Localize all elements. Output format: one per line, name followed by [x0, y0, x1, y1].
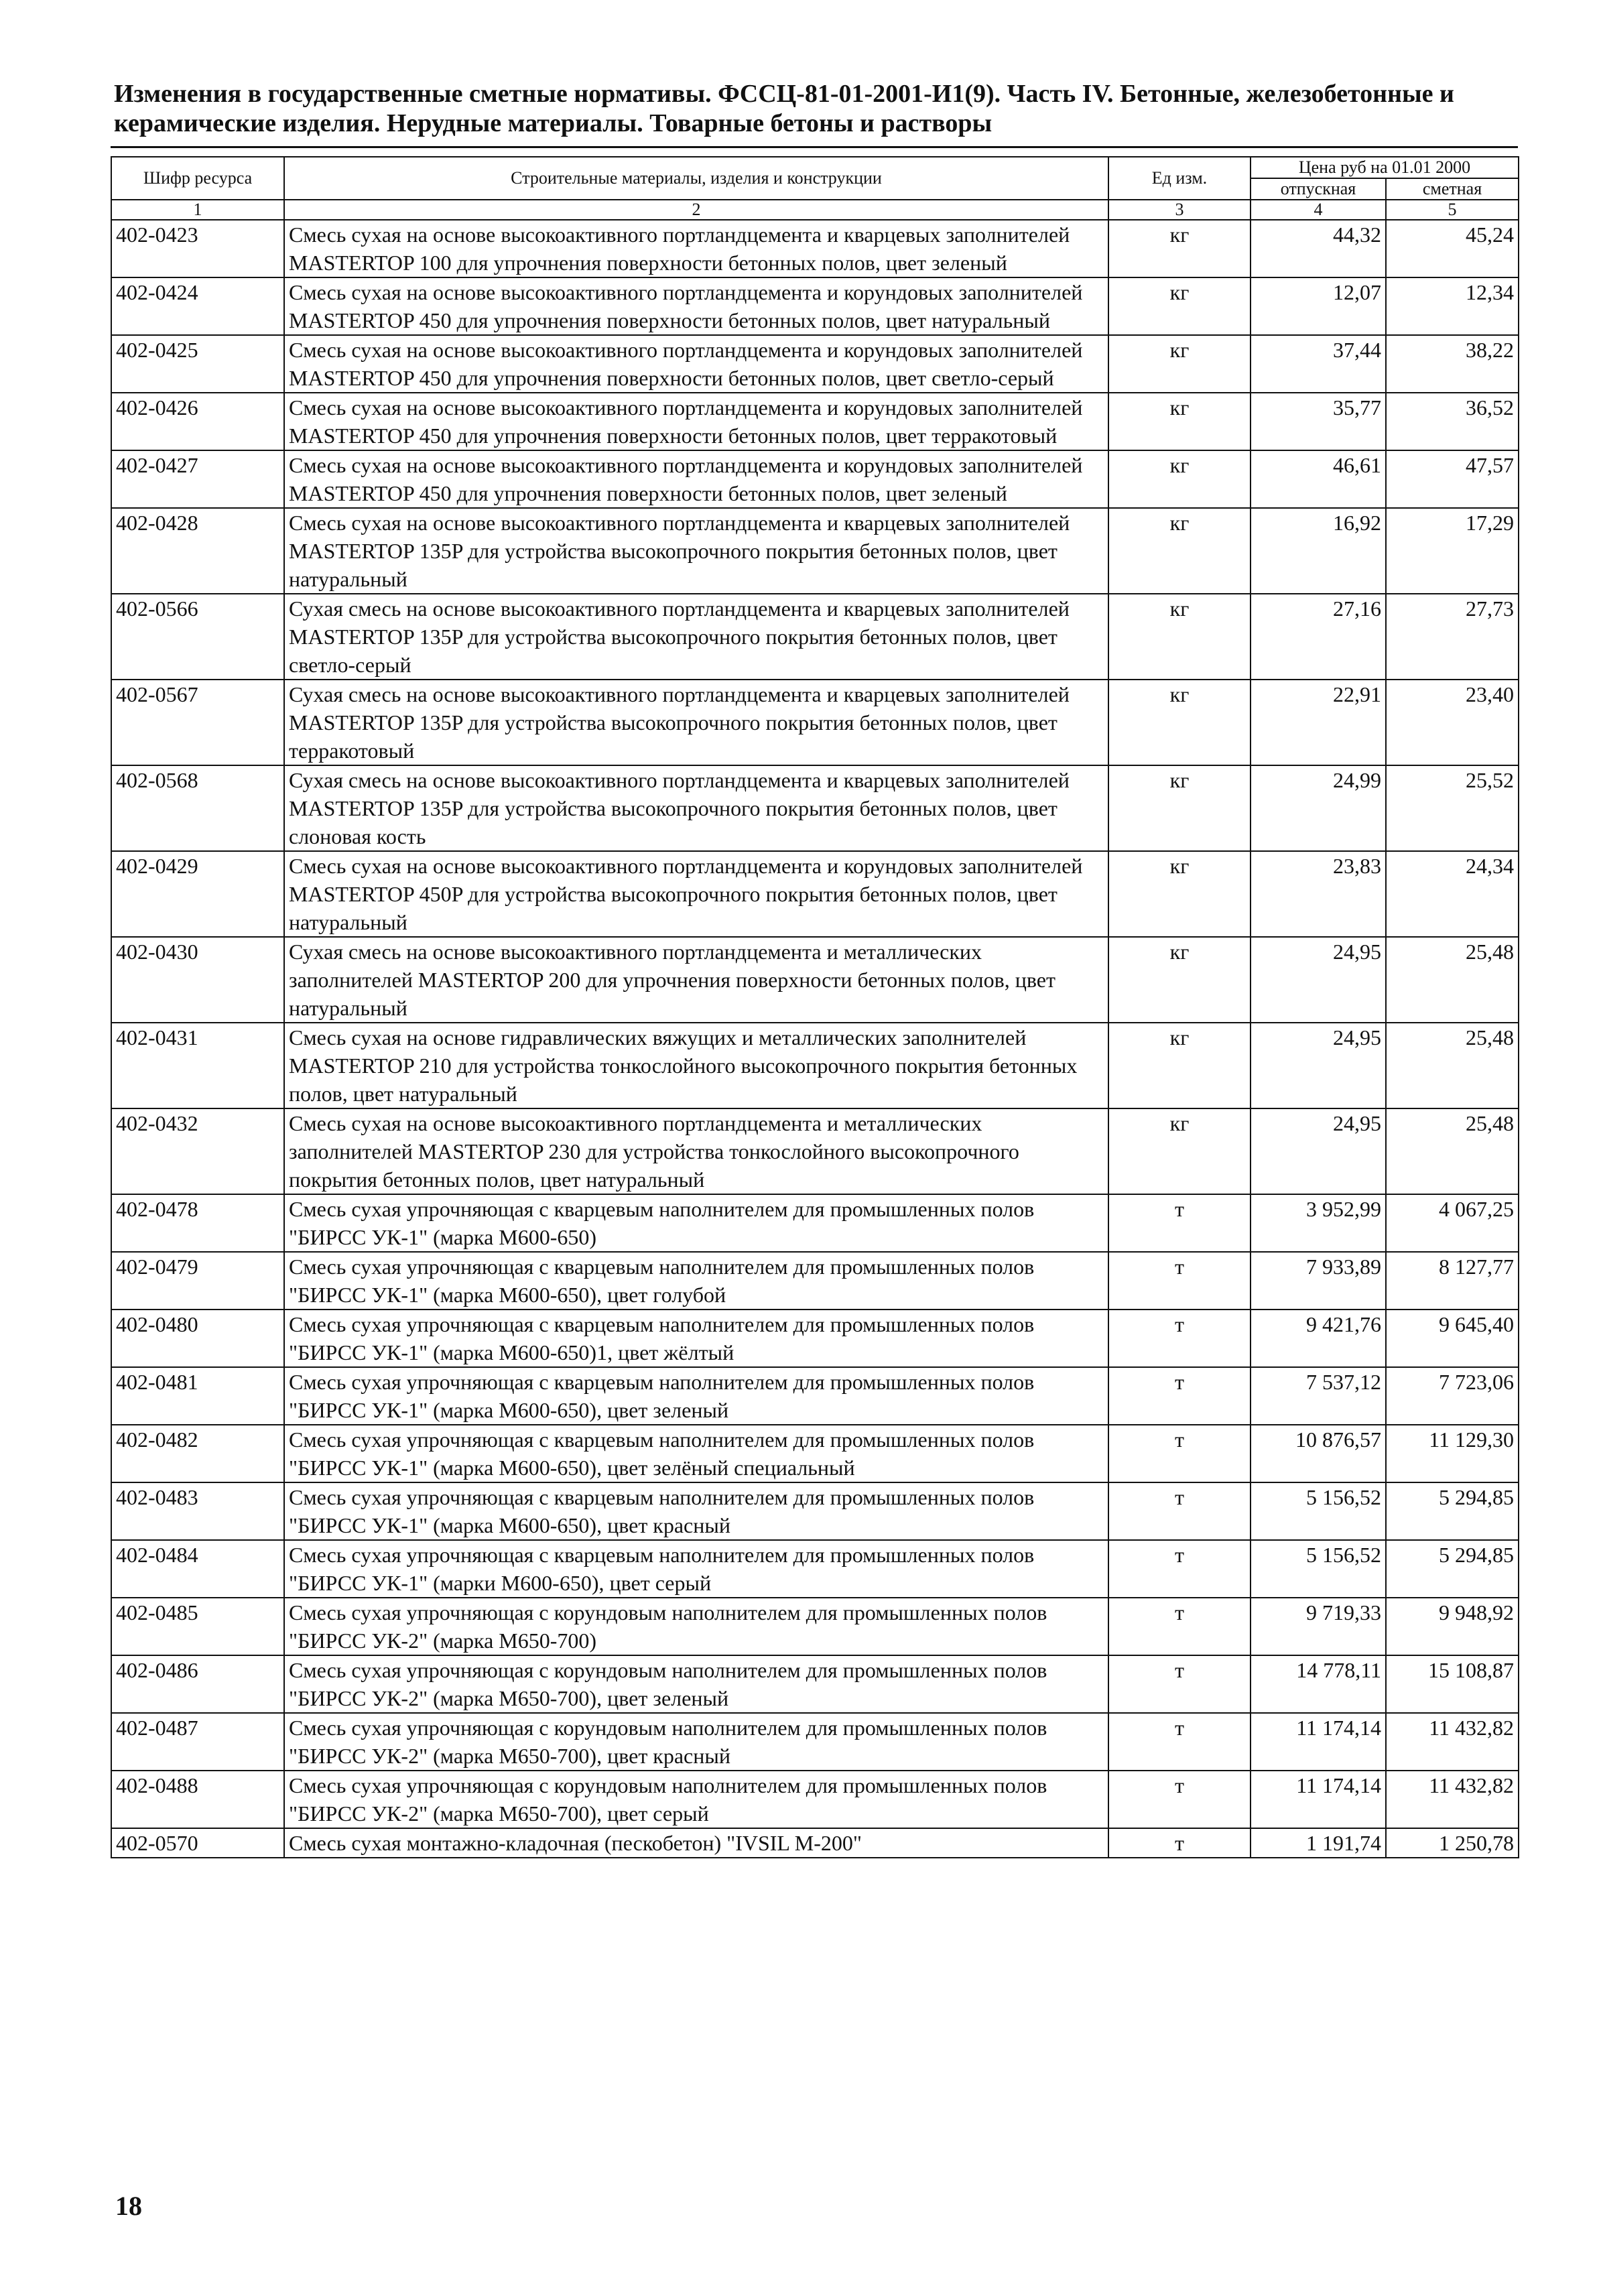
release-price: 24,95 — [1251, 1023, 1386, 1108]
material-description: Смесь сухая упрочняющая с кварцевым наполнителем для промышленных полов "БИРСС УК-1" (марка М600-650), цвет красный — [284, 1482, 1108, 1540]
resource-code: 402-0431 — [111, 1023, 284, 1108]
release-price: 12,07 — [1251, 277, 1386, 335]
table-row — [111, 393, 1519, 450]
estimate-price: 25,52 — [1386, 765, 1519, 851]
material-description: Смесь сухая на основе высокоактивного портландцемента и корундовых заполнителей MASTERTOP 450 для упрочнения поверхности бетонных полов, цвет натуральный — [284, 277, 1108, 335]
table-row — [111, 1194, 1519, 1252]
material-description: Смесь сухая упрочняющая с кварцевым наполнителем для промышленных полов "БИРСС УК-1" (марка М600-650), цвет голубой — [284, 1252, 1108, 1310]
resource-code: 402-0428 — [111, 508, 284, 594]
release-price: 5 156,52 — [1251, 1482, 1386, 1540]
material-description: Смесь сухая упрочняющая с кварцевым наполнителем для промышленных полов "БИРСС УК-1" (марка М600-650), цвет зелёный специальный — [284, 1425, 1108, 1482]
unit-of-measure: кг — [1108, 393, 1251, 450]
unit-of-measure: т — [1108, 1367, 1251, 1425]
material-description: Смесь сухая на основе высокоактивного портландцемента и кварцевых заполнителей MASTERTOP 135P для устройства высокопрочного покрытия бетонных полов, цвет натуральный — [284, 508, 1108, 594]
resource-code: 402-0486 — [111, 1655, 284, 1713]
unit-of-measure: т — [1108, 1482, 1251, 1540]
resource-code: 402-0430 — [111, 937, 284, 1023]
material-description: Смесь сухая упрочняющая с кварцевым наполнителем для промышленных полов "БИРСС УК-1" (марка М600-650) — [284, 1194, 1108, 1252]
resource-code: 402-0568 — [111, 765, 284, 851]
header-price-release: отпускная — [1251, 178, 1386, 200]
estimate-price: 11 432,82 — [1386, 1771, 1519, 1828]
resource-code: 402-0427 — [111, 450, 284, 508]
material-description: Смесь сухая на основе высокоактивного портландцемента и корундовых заполнителей MASTERTOP 450P для устройства высокопрочного покрытия бетонных полов, цвет натуральный — [284, 851, 1108, 937]
release-price: 24,99 — [1251, 765, 1386, 851]
resource-code: 402-0480 — [111, 1310, 284, 1367]
header-description: Строительные материалы, изделия и конструкции — [284, 157, 1108, 200]
unit-of-measure: т — [1108, 1425, 1251, 1482]
material-description: Смесь сухая на основе высокоактивного портландцемента и корундовых заполнителей MASTERTOP 450 для упрочнения поверхности бетонных полов, цвет терракотовый — [284, 393, 1108, 450]
estimate-price: 9 645,40 — [1386, 1310, 1519, 1367]
column-number: 2 — [284, 200, 1108, 220]
table-row — [111, 1598, 1519, 1655]
header-price-estimate: сметная — [1386, 178, 1519, 200]
release-price: 14 778,11 — [1251, 1655, 1386, 1713]
unit-of-measure: кг — [1108, 937, 1251, 1023]
unit-of-measure: т — [1108, 1655, 1251, 1713]
release-price: 1 191,74 — [1251, 1828, 1386, 1858]
estimate-price: 38,22 — [1386, 335, 1519, 393]
material-description: Смесь сухая на основе высокоактивного портландцемента и кварцевых заполнителей MASTERTOP 100 для упрочнения поверхности бетонных полов, цвет зеленый — [284, 220, 1108, 277]
table-row — [111, 765, 1519, 851]
table-row — [111, 1482, 1519, 1540]
estimate-price: 7 723,06 — [1386, 1367, 1519, 1425]
material-description: Смесь сухая упрочняющая с корундовым наполнителем для промышленных полов "БИРСС УК-2" (марка М650-700) — [284, 1598, 1108, 1655]
estimate-price: 36,52 — [1386, 393, 1519, 450]
estimate-price: 8 127,77 — [1386, 1252, 1519, 1310]
table-row — [111, 1367, 1519, 1425]
resource-code: 402-0487 — [111, 1713, 284, 1771]
table-row — [111, 450, 1519, 508]
table-row — [111, 1540, 1519, 1598]
release-price: 46,61 — [1251, 450, 1386, 508]
estimate-price: 24,34 — [1386, 851, 1519, 937]
unit-of-measure: кг — [1108, 220, 1251, 277]
release-price: 22,91 — [1251, 680, 1386, 765]
table-row — [111, 594, 1519, 680]
estimate-price: 4 067,25 — [1386, 1194, 1519, 1252]
unit-of-measure: кг — [1108, 277, 1251, 335]
estimate-price: 23,40 — [1386, 680, 1519, 765]
unit-of-measure: кг — [1108, 851, 1251, 937]
column-number: 3 — [1108, 200, 1251, 220]
material-description: Сухая смесь на основе высокоактивного портландцемента и кварцевых заполнителей MASTERTOP 135P для устройства высокопрочного покрытия бетонных полов, цвет светло-серый — [284, 594, 1108, 680]
release-price: 11 174,14 — [1251, 1771, 1386, 1828]
material-description: Смесь сухая на основе высокоактивного портландцемента и металлических заполнителей MASTERTOP 230 для устройства тонкослойного высокопрочного покрытия бетонных полов, цвет натуральный — [284, 1108, 1108, 1194]
unit-of-measure: кг — [1108, 1108, 1251, 1194]
unit-of-measure: т — [1108, 1252, 1251, 1310]
release-price: 11 174,14 — [1251, 1713, 1386, 1771]
table-row — [111, 1108, 1519, 1194]
header-price-group: Цена руб на 01.01 2000 — [1251, 157, 1519, 178]
table-row — [111, 1023, 1519, 1108]
resource-code: 402-0488 — [111, 1771, 284, 1828]
release-price: 23,83 — [1251, 851, 1386, 937]
release-price: 44,32 — [1251, 220, 1386, 277]
material-description: Смесь сухая на основе высокоактивного портландцемента и корундовых заполнителей MASTERTOP 450 для упрочнения поверхности бетонных полов, цвет светло-серый — [284, 335, 1108, 393]
table-row — [111, 680, 1519, 765]
estimate-price: 25,48 — [1386, 937, 1519, 1023]
release-price: 37,44 — [1251, 335, 1386, 393]
estimate-price: 47,57 — [1386, 450, 1519, 508]
release-price: 10 876,57 — [1251, 1425, 1386, 1482]
unit-of-measure: кг — [1108, 508, 1251, 594]
resource-code: 402-0485 — [111, 1598, 284, 1655]
unit-of-measure: т — [1108, 1598, 1251, 1655]
resource-code: 402-0566 — [111, 594, 284, 680]
unit-of-measure: кг — [1108, 594, 1251, 680]
estimate-price: 25,48 — [1386, 1108, 1519, 1194]
table-body — [111, 220, 1519, 1858]
release-price: 9 719,33 — [1251, 1598, 1386, 1655]
material-description: Смесь сухая на основе высокоактивного портландцемента и корундовых заполнителей MASTERTOP 450 для упрочнения поверхности бетонных полов, цвет зеленый — [284, 450, 1108, 508]
table-row — [111, 1252, 1519, 1310]
unit-of-measure: т — [1108, 1540, 1251, 1598]
table-row — [111, 1425, 1519, 1482]
table-row — [111, 220, 1519, 277]
estimate-price: 27,73 — [1386, 594, 1519, 680]
material-description: Смесь сухая на основе гидравлических вяжущих и металлических заполнителей MASTERTOP 210 для устройства тонкослойного высокопрочного покрытия бетонных полов, цвет натуральный — [284, 1023, 1108, 1108]
estimate-price: 45,24 — [1386, 220, 1519, 277]
resource-code: 402-0567 — [111, 680, 284, 765]
price-table — [111, 156, 1519, 1858]
table-row — [111, 1310, 1519, 1367]
table-row — [111, 277, 1519, 335]
unit-of-measure: т — [1108, 1828, 1251, 1858]
material-description: Сухая смесь на основе высокоактивного портландцемента и металлических заполнителей MASTERTOP 200 для упрочнения поверхности бетонных полов, цвет натуральный — [284, 937, 1108, 1023]
header-divider — [111, 146, 1518, 148]
page-title: Изменения в государственные сметные нормативы. ФССЦ-81-01-2001-И1(9). Часть IV. Бетонные, железобетонные и керамические изделия. Нерудные материалы. Товарные бетоны и растворы — [114, 80, 1454, 137]
resource-code: 402-0481 — [111, 1367, 284, 1425]
estimate-price: 17,29 — [1386, 508, 1519, 594]
resource-code: 402-0482 — [111, 1425, 284, 1482]
material-description: Смесь сухая монтажно-кладочная (пескобетон) "IVSIL M-200" — [284, 1828, 1108, 1858]
unit-of-measure: т — [1108, 1194, 1251, 1252]
resource-code: 402-0484 — [111, 1540, 284, 1598]
table-row — [111, 851, 1519, 937]
release-price: 3 952,99 — [1251, 1194, 1386, 1252]
header-code: Шифр ресурса — [111, 157, 284, 200]
material-description: Смесь сухая упрочняющая с кварцевым наполнителем для промышленных полов "БИРСС УК-1" (марка М600-650)1, цвет жёлтый — [284, 1310, 1108, 1367]
unit-of-measure: т — [1108, 1771, 1251, 1828]
table-row — [111, 1771, 1519, 1828]
unit-of-measure: т — [1108, 1310, 1251, 1367]
material-description: Смесь сухая упрочняющая с кварцевым наполнителем для промышленных полов "БИРСС УК-1" (марки М600-650), цвет серый — [284, 1540, 1108, 1598]
material-description: Смесь сухая упрочняющая с корундовым наполнителем для промышленных полов "БИРСС УК-2" (марка М650-700), цвет серый — [284, 1771, 1108, 1828]
release-price: 5 156,52 — [1251, 1540, 1386, 1598]
material-description: Смесь сухая упрочняющая с корундовым наполнителем для промышленных полов "БИРСС УК-2" (марка М650-700), цвет красный — [284, 1713, 1108, 1771]
material-description: Сухая смесь на основе высокоактивного портландцемента и кварцевых заполнителей MASTERTOP 135P для устройства высокопрочного покрытия бетонных полов, цвет слоновая кость — [284, 765, 1108, 851]
unit-of-measure: кг — [1108, 765, 1251, 851]
estimate-price: 9 948,92 — [1386, 1598, 1519, 1655]
resource-code: 402-0425 — [111, 335, 284, 393]
column-number-row — [111, 200, 1519, 220]
column-number: 4 — [1251, 200, 1386, 220]
column-number: 1 — [111, 200, 284, 220]
header-unit: Ед изм. — [1108, 157, 1251, 200]
release-price: 35,77 — [1251, 393, 1386, 450]
resource-code: 402-0570 — [111, 1828, 284, 1858]
release-price: 7 933,89 — [1251, 1252, 1386, 1310]
resource-code: 402-0423 — [111, 220, 284, 277]
estimate-price: 25,48 — [1386, 1023, 1519, 1108]
estimate-price: 1 250,78 — [1386, 1828, 1519, 1858]
resource-code: 402-0478 — [111, 1194, 284, 1252]
unit-of-measure: кг — [1108, 680, 1251, 765]
release-price: 27,16 — [1251, 594, 1386, 680]
release-price: 7 537,12 — [1251, 1367, 1386, 1425]
material-description: Смесь сухая упрочняющая с корундовым наполнителем для промышленных полов "БИРСС УК-2" (марка М650-700), цвет зеленый — [284, 1655, 1108, 1713]
material-description: Сухая смесь на основе высокоактивного портландцемента и кварцевых заполнителей MASTERTOP 135P для устройства высокопрочного покрытия бетонных полов, цвет терракотовый — [284, 680, 1108, 765]
unit-of-measure: кг — [1108, 335, 1251, 393]
table-row — [111, 1655, 1519, 1713]
release-price: 16,92 — [1251, 508, 1386, 594]
estimate-price: 12,34 — [1386, 277, 1519, 335]
table-row — [111, 937, 1519, 1023]
resource-code: 402-0426 — [111, 393, 284, 450]
resource-code: 402-0432 — [111, 1108, 284, 1194]
resource-code: 402-0424 — [111, 277, 284, 335]
resource-code: 402-0479 — [111, 1252, 284, 1310]
estimate-price: 15 108,87 — [1386, 1655, 1519, 1713]
release-price: 9 421,76 — [1251, 1310, 1386, 1367]
unit-of-measure: кг — [1108, 450, 1251, 508]
table-row — [111, 1828, 1519, 1858]
column-number: 5 — [1386, 200, 1519, 220]
table-row — [111, 335, 1519, 393]
unit-of-measure: т — [1108, 1713, 1251, 1771]
table-row — [111, 1713, 1519, 1771]
resource-code: 402-0429 — [111, 851, 284, 937]
estimate-price: 11 432,82 — [1386, 1713, 1519, 1771]
release-price: 24,95 — [1251, 937, 1386, 1023]
release-price: 24,95 — [1251, 1108, 1386, 1194]
estimate-price: 5 294,85 — [1386, 1540, 1519, 1598]
unit-of-measure: кг — [1108, 1023, 1251, 1108]
material-description: Смесь сухая упрочняющая с кварцевым наполнителем для промышленных полов "БИРСС УК-1" (марка М600-650), цвет зеленый — [284, 1367, 1108, 1425]
table-row — [111, 508, 1519, 594]
page-number: 18 — [115, 2191, 142, 2221]
estimate-price: 11 129,30 — [1386, 1425, 1519, 1482]
resource-code: 402-0483 — [111, 1482, 284, 1540]
estimate-price: 5 294,85 — [1386, 1482, 1519, 1540]
